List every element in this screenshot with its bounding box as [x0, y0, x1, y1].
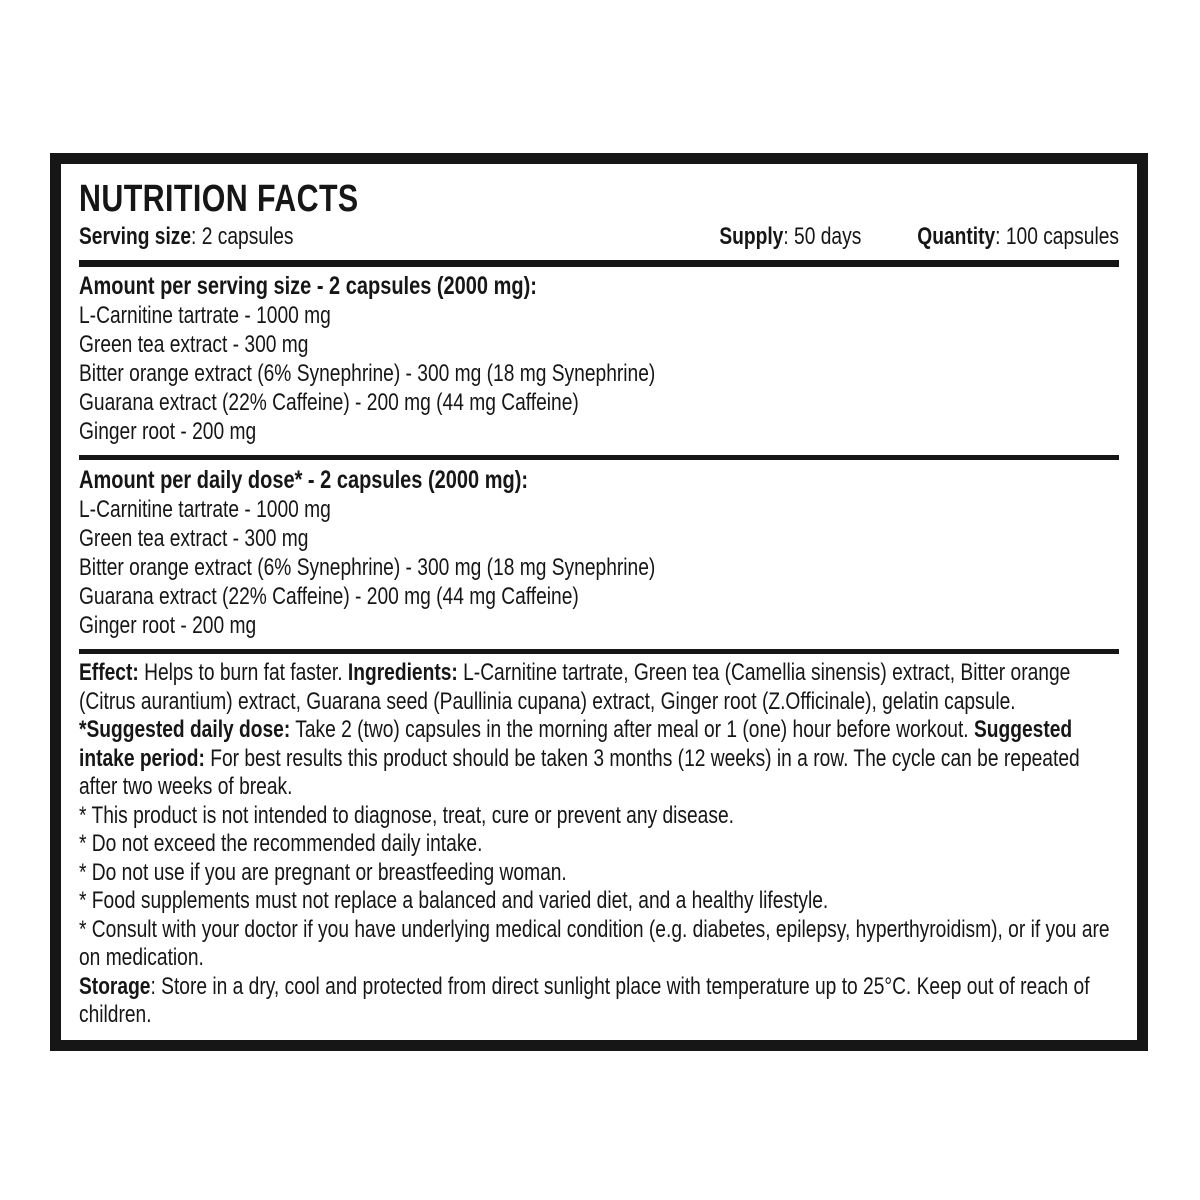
quantity	[917, 222, 1119, 252]
ingredient-row: L-Carnitine tartrate - 1000 mg	[79, 302, 331, 329]
serving-size-row	[79, 222, 1119, 252]
effect-label: Effect:	[79, 659, 139, 686]
storage-text: : Store in a dry, cool and protected from direct sunlight place with temperature up to 25°C. Keep out of reach of children.	[79, 972, 1090, 1028]
ingredient-row: Green tea extract - 300 mg	[79, 525, 309, 552]
ingredient-row: Green tea extract - 300 mg	[79, 331, 309, 358]
ingredient-row: Ginger root - 200 mg	[79, 418, 257, 445]
effect-text: Helps to burn fat faster.	[138, 659, 348, 686]
separator-rule-thick	[79, 260, 1119, 267]
label-content	[79, 180, 1119, 1030]
daily-dose-section-heading: Amount per daily dose* - 2 capsules (2000 mg):	[79, 466, 529, 494]
supply-label: Supply	[719, 223, 784, 250]
ingredient-row: L-Carnitine tartrate - 1000 mg	[79, 496, 331, 523]
disclaimer-row: * Consult with your doctor if you have underlying medical condition (e.g. diabetes, epilepsy, hyperthyroidism), or if you are on medication.	[79, 915, 1110, 971]
supply	[719, 222, 861, 252]
nutrition-facts-label	[50, 153, 1148, 1051]
separator-rule	[79, 455, 1119, 460]
quantity-label: Quantity	[917, 223, 996, 250]
ingredients-text: L-Carnitine tartrate, Green tea (Camellia sinensis) extract, Bitter orange (Citrus aurantium) extract, Guarana seed (Paullinia cupana) extract, Ginger root (Z.Officinale), gelatin capsule.	[79, 659, 1071, 715]
disclaimer-row: * Food supplements must not replace a balanced and varied diet, and a healthy lifestyle.	[79, 887, 829, 914]
quantity-value: : 100 capsules	[995, 223, 1119, 250]
serving-size-value: : 2 capsules	[191, 223, 294, 250]
ingredients-label: Ingredients:	[347, 659, 458, 686]
daily-dose-section	[79, 465, 1119, 640]
serving-section-heading: Amount per serving size - 2 capsules (2000 mg):	[79, 272, 537, 300]
ingredient-row: Bitter orange extract (6% Synephrine) - 300 mg (18 mg Synephrine)	[79, 360, 656, 387]
disclaimer-row: * Do not exceed the recommended daily intake.	[79, 830, 483, 857]
storage-paragraph	[79, 973, 1119, 1030]
ingredient-row: Guarana extract (22% Caffeine) - 200 mg (44 mg Caffeine)	[79, 583, 579, 610]
storage-label: Storage	[79, 972, 151, 1000]
ingredient-row: Guarana extract (22% Caffeine) - 200 mg (44 mg Caffeine)	[79, 389, 579, 416]
disclaimer-row: * This product is not intended to diagnose, treat, cure or prevent any disease.	[79, 801, 734, 829]
ingredient-row: Bitter orange extract (6% Synephrine) - 300 mg (18 mg Synephrine)	[79, 554, 656, 581]
ingredient-row: Ginger root - 200 mg	[79, 612, 257, 639]
serving-size	[79, 222, 294, 252]
intake-period-label: Suggested intake period:	[79, 716, 1073, 772]
intake-period-text: For best results this product should be taken 3 months (12 weeks) in a row. The cycle can be repeated after two weeks of break.	[79, 744, 1080, 800]
serving-size-label: Serving size	[79, 223, 192, 250]
suggested-dose-text: Take 2 (two) capsules in the morning after meal or 1 (one) hour before workout.	[290, 716, 974, 743]
supply-value: : 50 days	[783, 223, 862, 250]
serving-section	[79, 271, 1119, 446]
disclaimer-row: * Do not use if you are pregnant or breastfeeding woman.	[79, 858, 567, 886]
label-title: NUTRITION FACTS	[79, 178, 359, 220]
info-paragraph	[79, 659, 1119, 802]
separator-rule	[79, 649, 1119, 654]
suggested-dose-label: *Suggested daily dose:	[79, 716, 291, 743]
